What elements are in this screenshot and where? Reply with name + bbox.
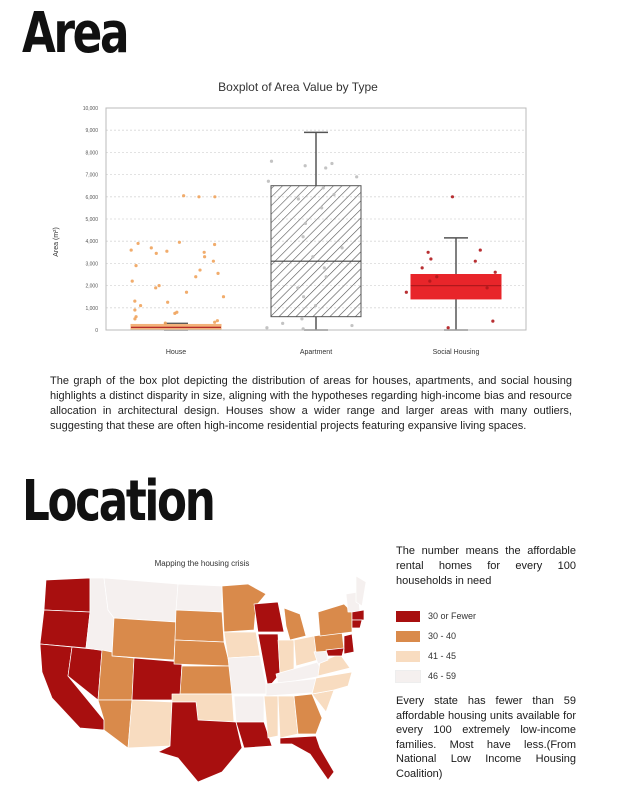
legend-item <box>396 666 476 686</box>
state-connecticut <box>352 620 362 628</box>
data-point <box>330 162 333 165</box>
data-point <box>136 242 139 245</box>
legend-swatch <box>396 631 420 642</box>
x-axis-ticks <box>166 349 480 356</box>
data-point <box>130 248 133 251</box>
state-kansas <box>180 666 232 694</box>
y-tick-label: 1,000 <box>85 305 98 312</box>
data-point <box>175 311 178 314</box>
state-maine <box>356 576 366 606</box>
data-point <box>429 257 432 260</box>
data-point <box>435 275 438 278</box>
data-point <box>324 166 327 169</box>
data-point <box>178 241 181 244</box>
state-arkansas <box>234 696 264 722</box>
chart-title: Boxplot of Area Value by Type <box>218 80 378 94</box>
data-point <box>311 255 314 258</box>
data-point <box>447 326 450 329</box>
data-point <box>133 308 136 311</box>
data-point <box>133 300 136 303</box>
data-point <box>185 291 188 294</box>
x-tick-label: Social Housing <box>432 349 480 356</box>
x-tick-label: House <box>165 349 187 356</box>
data-point <box>491 320 494 323</box>
legend-item <box>396 606 476 626</box>
data-point <box>405 291 408 294</box>
legend-label: 46 - 59 <box>428 671 457 681</box>
y-tick-label: 2,000 <box>85 283 98 290</box>
state-indiana <box>278 640 294 674</box>
data-point <box>203 255 206 258</box>
data-point <box>150 246 153 249</box>
map-title: Mapping the housing crisis <box>154 559 250 568</box>
data-point <box>300 317 303 320</box>
state-oregon <box>40 610 90 648</box>
map-legend <box>396 606 476 686</box>
data-point <box>325 275 328 278</box>
state-nebraska <box>174 640 230 666</box>
state-new-jersey <box>344 634 354 654</box>
legend-label: 41 - 45 <box>428 651 457 661</box>
data-point <box>323 266 326 269</box>
data-point <box>213 195 216 198</box>
data-point <box>157 284 160 287</box>
data-point <box>302 295 305 298</box>
data-point <box>216 319 219 322</box>
data-point <box>451 195 454 198</box>
y-axis-ticks <box>83 106 99 334</box>
data-point <box>314 304 317 307</box>
us-housing-map <box>22 548 367 783</box>
state-wisconsin <box>254 602 284 632</box>
data-point <box>216 272 219 275</box>
data-point <box>485 286 488 289</box>
legend-item <box>396 646 476 666</box>
data-point <box>166 301 169 304</box>
legend-swatch <box>396 671 420 682</box>
state-south-dakota <box>175 610 224 642</box>
data-point <box>304 164 307 167</box>
state-washington <box>44 578 90 612</box>
y-tick-label: 5,000 <box>85 217 98 223</box>
box-house <box>130 194 226 330</box>
data-point <box>474 260 477 263</box>
chart-boxes <box>130 132 501 330</box>
data-point <box>479 248 482 251</box>
data-point <box>427 251 430 254</box>
data-point <box>350 324 353 327</box>
area-boxplot-chart <box>48 72 538 368</box>
data-point <box>212 260 215 263</box>
data-point <box>341 246 344 249</box>
data-point <box>322 186 325 189</box>
state-new-mexico <box>128 700 172 748</box>
y-tick-label: 4,000 <box>85 239 98 246</box>
data-point <box>332 193 335 196</box>
data-point <box>165 250 168 253</box>
box-apartment <box>265 132 361 330</box>
legend-label: 30 - 40 <box>428 631 457 641</box>
state-new-york <box>318 604 352 636</box>
location-heading: Location <box>22 469 214 534</box>
state-wyoming <box>112 618 176 660</box>
data-point <box>267 180 270 183</box>
y-tick-label: 3,000 <box>85 261 98 268</box>
data-point <box>297 197 300 200</box>
legend-label: 30 or Fewer <box>428 611 477 621</box>
data-point <box>194 275 197 278</box>
state-montana <box>104 578 178 622</box>
data-point <box>133 317 136 320</box>
data-point <box>270 160 273 163</box>
data-point <box>139 304 142 307</box>
data-point <box>421 266 424 269</box>
data-point <box>131 280 134 283</box>
data-point <box>428 280 431 283</box>
data-point <box>222 295 225 298</box>
data-point <box>281 322 284 325</box>
y-tick-label: 9,000 <box>85 128 98 135</box>
state-florida <box>280 736 334 780</box>
data-point <box>197 195 200 198</box>
data-point <box>203 251 206 254</box>
area-heading: Area <box>22 1 128 66</box>
data-point <box>213 243 216 246</box>
area-description: The graph of the box plot depicting the distribution of areas for houses, apartments, and social housing highlights a distinct disparity in size, aligning with the hypotheses regarding high-income bias and resource allocation in architectural design. Houses show a wider range and larger areas with many outliers, suggesting that these are often high-income residential projects featuring expansive living spaces. <box>50 375 572 432</box>
data-point <box>182 194 185 197</box>
data-point <box>154 286 157 289</box>
y-tick-label: 8,000 <box>85 150 98 157</box>
legend-swatch <box>396 651 420 662</box>
data-point <box>155 252 158 255</box>
state-missouri <box>228 656 268 694</box>
y-axis-label: Area (m²) <box>53 227 60 257</box>
data-point <box>265 326 268 329</box>
legend-description: The number means the affordable rental homes for every 100 households in need <box>396 545 576 587</box>
data-point <box>304 222 307 225</box>
data-point <box>302 235 305 238</box>
box-body <box>271 186 361 317</box>
y-tick-label: 7,000 <box>85 172 98 179</box>
y-tick-label: 6,000 <box>85 194 98 201</box>
data-point <box>355 175 358 178</box>
data-point <box>320 206 323 209</box>
data-point <box>494 271 497 274</box>
state-utah <box>98 650 134 700</box>
legend-swatch <box>396 611 420 622</box>
y-tick-label: 10,000 <box>82 106 98 112</box>
legend-item <box>396 626 476 646</box>
y-tick-label: 0 <box>95 328 98 334</box>
box-social-housing <box>405 195 501 330</box>
state-michigan <box>284 608 306 640</box>
data-point <box>134 264 137 267</box>
data-point <box>213 321 216 324</box>
state-massachusetts <box>352 610 364 620</box>
state-north-dakota <box>176 584 222 612</box>
state-iowa <box>224 632 260 658</box>
data-point <box>198 268 201 271</box>
data-point <box>164 322 167 325</box>
data-point <box>296 286 299 289</box>
x-tick-label: Apartment <box>299 349 333 356</box>
map-note: Every state has fewer than 59 affordable housing units available for every 100 extremely low-income families. Most have less.(From National Low Income Housing Coalition) <box>396 695 576 780</box>
